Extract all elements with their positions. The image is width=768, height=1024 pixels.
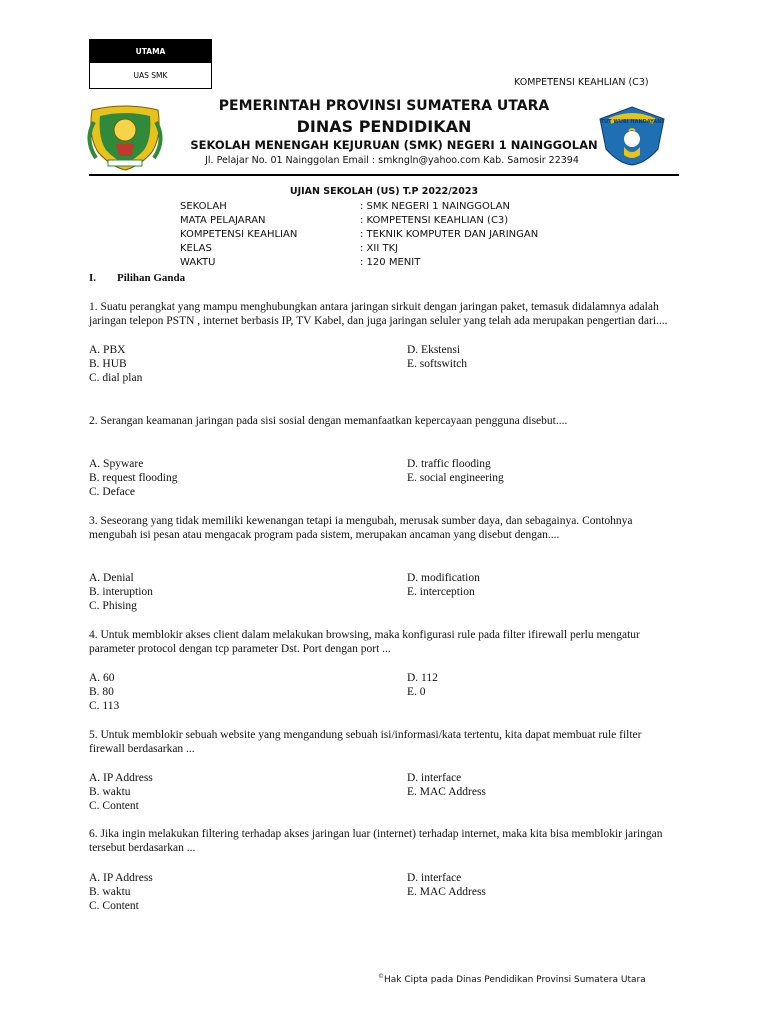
option-d: D. interface xyxy=(407,872,462,884)
info-key: WAKTU xyxy=(180,257,216,268)
question-5: 5. Untuk memblokir sebuah website yang mengandung sebuah isi/informasi/kata tertentu, kita dapat membuat rule filter firewall berdasarkan ... xyxy=(89,729,642,755)
option-d: D. 112 xyxy=(407,672,438,684)
option-c: C. Phising xyxy=(89,600,137,612)
option-b: B. interuption xyxy=(89,586,153,598)
info-value: : 120 MENIT xyxy=(360,257,421,268)
option-a: A. Denial xyxy=(89,572,134,584)
option-e: E. softswitch xyxy=(407,358,468,370)
section-number: I. xyxy=(89,272,97,284)
option-d: D. interface xyxy=(407,772,462,784)
header-address: Jl. Pelajar No. 01 Nainggolan Email : smkngln@yahoo.com Kab. Samosir 22394 xyxy=(205,155,579,166)
option-e: E. MAC Address xyxy=(407,886,486,898)
option-c: C. dial plan xyxy=(89,372,143,384)
option-e: E. interception xyxy=(407,586,475,598)
question-3: 3. Seseorang yang tidak memiliki kewenangan tetapi ia mengubah, merusak sumber daya, dan sebagainya. Contohnya mengubah isi pesan atau mengacak program pada sistem, merupakan ancaman yang disebut dengan.... xyxy=(89,515,633,541)
option-e: E. 0 xyxy=(407,686,426,698)
info-row-waktu xyxy=(180,257,420,268)
option-a: A. IP Address xyxy=(89,872,153,884)
option-c: C. Content xyxy=(89,900,139,912)
exam-title: UJIAN SEKOLAH (US) T.P 2022/2023 xyxy=(289,186,479,197)
exam-tag-box xyxy=(89,39,212,89)
copyright-text: Hak Cipta pada Dinas Pendidikan Provinsi Sumatera Utara xyxy=(384,975,646,985)
info-row-mapel xyxy=(180,215,508,226)
option-c: C. 113 xyxy=(89,700,120,712)
info-row-kompetensi xyxy=(180,229,538,240)
header-divider xyxy=(89,174,679,176)
section-title: Pilihan Ganda xyxy=(117,272,186,284)
option-b: B. request flooding xyxy=(89,472,178,484)
option-a: A. IP Address xyxy=(89,772,153,784)
question-4: 4. Untuk memblokir akses client dalam melakukan browsing, maka konfigurasi rule pada filter ifirewall perlu mengatur parameter protocol dengan tcp parameter Dst. Port dengan port ... xyxy=(89,629,640,655)
info-row-kelas xyxy=(180,243,398,254)
question-1: 1. Suatu perangkat yang mampu menghubungkan antara jaringan sirkuit dengan jaringan paket, temasuk didalamnya adalah jaringan telepon PSTN , internet berbasis IP, TV Kabel, dan juga jaringan seluler yang telah ada merupakan pengertian dari.... xyxy=(89,301,668,327)
option-d: D. Ekstensi xyxy=(407,344,461,356)
info-key: KOMPETENSI KEAHLIAN xyxy=(180,229,298,240)
info-key: MATA PELAJARAN xyxy=(180,215,266,226)
option-e: E. MAC Address xyxy=(407,786,486,798)
section-heading xyxy=(89,272,185,284)
option-d: D. modification xyxy=(407,572,480,584)
option-a: A. Spyware xyxy=(89,458,144,470)
option-d: D. traffic flooding xyxy=(407,458,491,470)
option-b: B. waktu xyxy=(89,786,131,798)
header-province: PEMERINTAH PROVINSI SUMATERA UTARA xyxy=(218,98,550,114)
option-b: B. 80 xyxy=(89,686,114,698)
copyright-symbol: © xyxy=(378,973,384,980)
option-a: A. 60 xyxy=(89,672,115,684)
info-value: : XII TKJ xyxy=(360,243,399,254)
tut-wuri-text: TUT WURI HANDAYANI xyxy=(600,119,664,125)
info-key: KELAS xyxy=(180,243,212,254)
kompetensi-label: KOMPETENSI KEAHLIAN (C3) xyxy=(514,77,649,88)
option-a: A. PBX xyxy=(89,344,126,356)
info-value: : SMK NEGERI 1 NAINGGOLAN xyxy=(360,201,510,212)
question-2: 2. Serangan keamanan jaringan pada sisi sosial dengan memanfaatkan kepercayaan pengguna disebut.... xyxy=(89,415,568,427)
info-row-sekolah xyxy=(180,201,510,212)
header-department: DINAS PENDIDIKAN xyxy=(296,117,472,136)
header-school: SEKOLAH MENENGAH KEJURUAN (SMK) NEGERI 1 NAINGGOLAN xyxy=(190,138,598,152)
option-b: B. HUB xyxy=(89,358,127,370)
question-6: 6. Jika ingin melakukan filtering terhadap akses jaringan luar (internet) terhadap internet, maka kita bisa memblokir jaringan tersebut berdasarkan ... xyxy=(89,828,663,854)
tag-top: UTAMA xyxy=(90,40,211,63)
copyright-footer xyxy=(378,973,646,985)
option-c: C. Deface xyxy=(89,486,135,498)
option-e: E. social engineering xyxy=(407,472,504,484)
tag-bottom: UAS SMK xyxy=(133,71,168,80)
option-c: C. Content xyxy=(89,800,139,812)
info-key: SEKOLAH xyxy=(180,201,227,212)
option-b: B. waktu xyxy=(89,886,131,898)
info-value: : TEKNIK KOMPUTER DAN JARINGAN xyxy=(360,229,539,240)
info-value: : KOMPETENSI KEAHLIAN (C3) xyxy=(360,215,509,226)
